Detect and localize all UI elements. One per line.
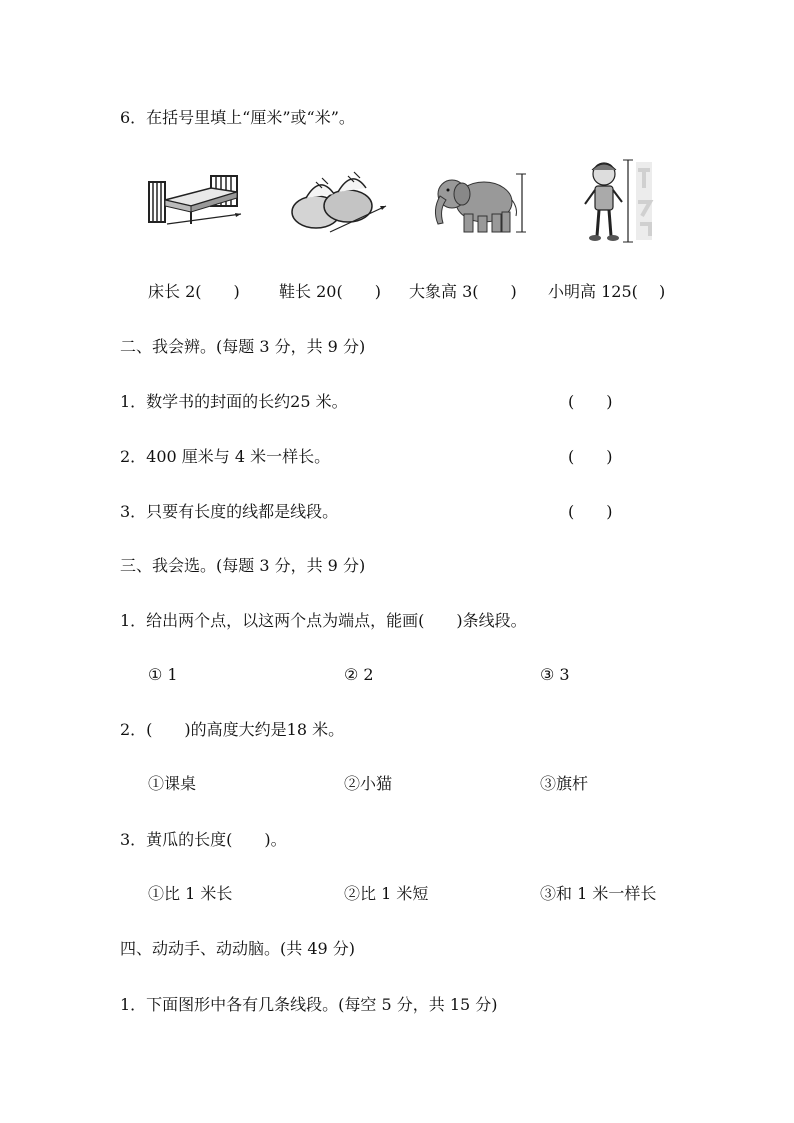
section2-heading: 二、我会辨。(每题 3 分，共 9 分) [120, 337, 366, 356]
section3-q1-option-3[interactable]: ③ 3 [540, 665, 570, 684]
elephant-icon [430, 168, 530, 238]
section2-answer-blank-3[interactable]: ( ) [568, 502, 613, 521]
section4-heading: 四、动动手、动动脑。(共 49 分) [120, 939, 356, 958]
section2-question-3: 3．只要有长度的线都是线段。 [120, 502, 339, 521]
q6-pictures [140, 158, 680, 248]
section2-question-2: 2．400 厘米与 4 米一样长。 [120, 447, 331, 466]
q6-title: 6．在括号里填上“厘米”或“米”。 [120, 108, 355, 127]
section3-q2-option-3[interactable]: ③旗杆 [540, 774, 589, 793]
bed-icon [145, 174, 245, 232]
boy-icon [570, 158, 670, 246]
q6-item-bed: 床长 2( ) [148, 282, 240, 301]
section2-answer-blank-2[interactable]: ( ) [568, 447, 613, 466]
q6-item-shoes: 鞋长 20( ) [279, 282, 381, 301]
section3-q1-option-2[interactable]: ② 2 [344, 665, 374, 684]
shoes-icon [290, 168, 390, 234]
section2-answer-blank-1[interactable]: ( ) [568, 392, 613, 411]
section3-question-2: 2．( )的高度大约是18 米。 [120, 720, 345, 739]
section3-q3-option-1[interactable]: ①比 1 米长 [148, 884, 233, 903]
section3-q3-option-3[interactable]: ③和 1 米一样长 [540, 884, 657, 903]
section3-q2-option-2[interactable]: ②小猫 [344, 774, 393, 793]
section4-question-1: 1．下面图形中各有几条线段。(每空 5 分，共 15 分) [120, 995, 498, 1014]
section2-question-1: 1．数学书的封面的长约25 米。 [120, 392, 348, 411]
section3-q1-option-1[interactable]: ① 1 [148, 665, 178, 684]
section3-q3-option-2[interactable]: ②比 1 米短 [344, 884, 429, 903]
section3-question-3: 3．黄瓜的长度( )。 [120, 830, 287, 849]
section3-question-1: 1．给出两个点，以这两个点为端点，能画( )条线段。 [120, 611, 527, 630]
section3-heading: 三、我会选。(每题 3 分，共 9 分) [120, 556, 366, 575]
q6-item-boy: 小明高 125( ) [548, 282, 666, 301]
section3-q2-option-1[interactable]: ①课桌 [148, 774, 197, 793]
q6-item-elephant: 大象高 3( ) [409, 282, 517, 301]
